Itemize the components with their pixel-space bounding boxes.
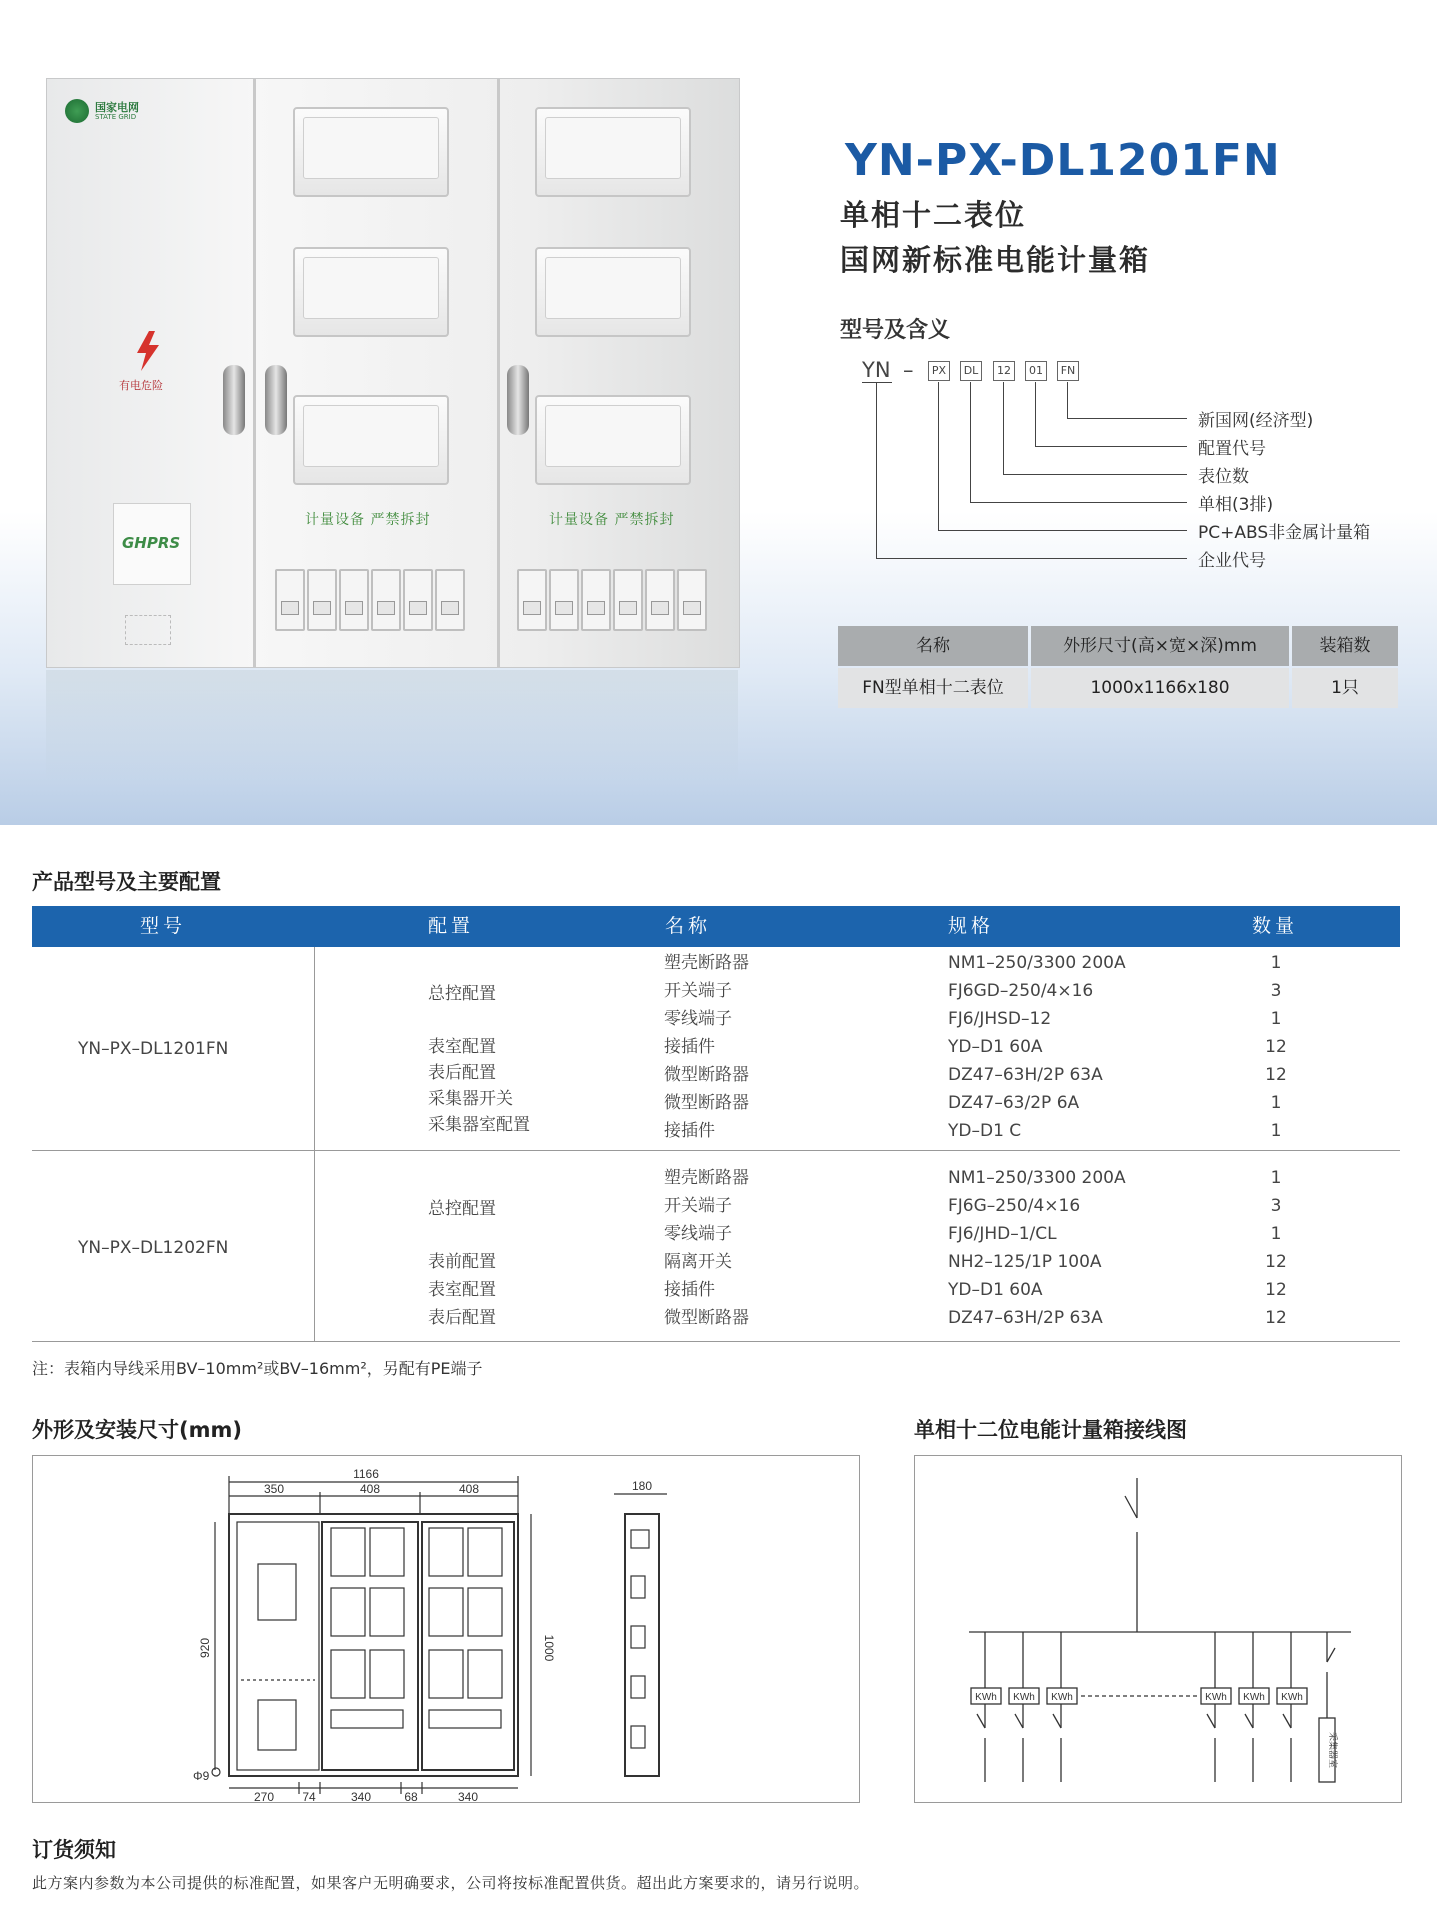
meter-window-5 — [535, 247, 691, 337]
spec-cell-pack: 1只 — [1292, 668, 1398, 708]
ordering-heading: 订货须知 — [32, 1838, 116, 1862]
qty-cell: 12 — [1265, 1037, 1287, 1057]
model-cell: YN–PX–DL1202FN — [78, 1238, 229, 1258]
th-qty: 数量 — [1252, 915, 1299, 937]
dim-w2: 408 — [359, 1482, 381, 1496]
wiring-heading: 单相十二位电能计量箱接线图 — [914, 1418, 1187, 1442]
dimension-drawing-frame — [32, 1455, 860, 1803]
name-cell: 零线端子 — [664, 1009, 732, 1029]
qty-cell: 12 — [1265, 1065, 1287, 1085]
spec-cell: NH2–125/1P 100A — [948, 1252, 1102, 1272]
seal-window — [125, 615, 171, 645]
meter-window-6 — [535, 395, 691, 485]
legend-enterprise: 企业代号 — [1198, 551, 1266, 571]
breaker-icon — [581, 569, 611, 631]
code-dash: – — [903, 358, 914, 382]
breaker-icon — [645, 569, 675, 631]
meter-label: KWh — [1243, 1692, 1265, 1703]
name-cell: 微型断路器 — [664, 1308, 749, 1328]
cabinet-photo — [46, 78, 740, 668]
dim-depth: 180 — [631, 1479, 653, 1493]
dim-height-total: 1000 — [542, 1634, 556, 1662]
legend-positions: 表位数 — [1198, 467, 1249, 487]
config-cell: 表后配置 — [428, 1063, 496, 1083]
panel-caption: 计量设备 严禁拆封 — [305, 512, 431, 528]
wiring-diagram — [915, 1456, 1401, 1802]
config-note: 注：表箱内导线采用BV–10mm²或BV–16mm²，另配有PE端子 — [32, 1359, 483, 1378]
spec-cell: FJ6/JHSD–12 — [948, 1009, 1052, 1029]
legend-fn: 新国网(经济型) — [1198, 411, 1314, 431]
name-cell: 隔离开关 — [664, 1252, 732, 1272]
ordering-text: 此方案内参数为本公司提供的标准配置，如果客户无明确要求，公司将按标准配置供货。超出此方案要求的，请另行说明。 — [32, 1874, 870, 1892]
dimension-drawing — [33, 1456, 859, 1802]
breaker-icon — [435, 569, 465, 631]
code-part-dl: DL — [960, 361, 982, 381]
config-cell: 总控配置 — [428, 1199, 496, 1219]
qty-cell: 3 — [1270, 981, 1282, 1001]
config-cell: 表室配置 — [428, 1037, 496, 1057]
breaker-icon — [613, 569, 643, 631]
config-cell: 表室配置 — [428, 1280, 496, 1300]
model-meaning-heading: 型号及含义 — [840, 318, 951, 343]
breaker-icon — [517, 569, 547, 631]
spec-cell: NM1–250/3300 200A — [948, 953, 1126, 973]
qty-cell: 3 — [1270, 1196, 1282, 1216]
config-cell: 采集器室配置 — [428, 1115, 530, 1135]
spec-cell: FJ6G–250/4×16 — [948, 1196, 1081, 1216]
spec-cell: FJ6GD–250/4×16 — [948, 981, 1094, 1001]
qty-cell: 12 — [1265, 1308, 1287, 1328]
dimension-heading: 外形及安装尺寸(mm) — [32, 1418, 242, 1442]
cabinet-right-door — [499, 79, 739, 667]
cabinet-reflection — [46, 670, 738, 780]
dim-b5: 340 — [457, 1790, 479, 1802]
code-part-12: 12 — [993, 361, 1015, 381]
meter-label: KWh — [1281, 1692, 1303, 1703]
spec-header-name: 名称 — [838, 626, 1028, 666]
breaker-icon — [677, 569, 707, 631]
name-cell: 微型断路器 — [664, 1065, 749, 1085]
name-cell: 微型断路器 — [664, 1093, 749, 1113]
spec-cell: YD–D1 60A — [948, 1280, 1043, 1300]
th-model: 型号 — [140, 915, 187, 937]
code-part-px: PX — [928, 361, 950, 381]
config-table-header-bar — [32, 906, 1400, 947]
door-lock-icon — [265, 365, 287, 435]
warning-label: 有电危险 — [119, 379, 163, 392]
hero-banner — [0, 0, 1437, 825]
breaker-icon — [339, 569, 369, 631]
dim-b3: 340 — [350, 1790, 372, 1802]
product-subtitle-1: 单相十二表位 — [840, 198, 1027, 232]
code-part-fn: FN — [1057, 361, 1079, 381]
dim-b4: 68 — [404, 1790, 418, 1802]
meter-window-2 — [293, 247, 449, 337]
spec-cell: NM1–250/3300 200A — [948, 1168, 1126, 1188]
breaker-icon — [275, 569, 305, 631]
name-cell: 零线端子 — [664, 1224, 732, 1244]
name-cell: 塑壳断路器 — [664, 1168, 749, 1188]
spec-cell: FJ6/JHD–1/CL — [948, 1224, 1057, 1244]
brand-badge-text: GHPRS — [122, 534, 181, 552]
dim-b2: 74 — [302, 1790, 316, 1802]
meter-window-3 — [293, 395, 449, 485]
name-cell: 开关端子 — [664, 1196, 732, 1216]
name-cell: 塑壳断路器 — [664, 953, 749, 973]
th-name: 名称 — [665, 915, 712, 937]
spec-header-size: 外形尺寸(高×宽×深)mm — [1031, 626, 1289, 666]
code-part-01: 01 — [1025, 361, 1047, 381]
th-spec: 规格 — [948, 915, 995, 937]
dim-b1: 270 — [253, 1790, 275, 1802]
door-lock-icon — [223, 365, 245, 435]
name-cell: 接插件 — [664, 1121, 715, 1141]
dim-hole: Φ9 — [193, 1769, 210, 1783]
lightning-icon — [135, 331, 161, 371]
spec-cell-name: FN型单相十二表位 — [838, 668, 1028, 708]
qty-cell: 12 — [1265, 1252, 1287, 1272]
qty-cell: 1 — [1270, 1009, 1282, 1029]
breaker-icon — [371, 569, 401, 631]
meter-label: KWh — [975, 1692, 997, 1703]
dim-height-inner: 920 — [198, 1637, 212, 1659]
product-model-title: YN-PX-DL1201FN — [845, 135, 1281, 186]
brand-badge — [113, 503, 191, 585]
qty-cell: 1 — [1270, 1093, 1282, 1113]
spec-cell: DZ47–63H/2P 63A — [948, 1065, 1103, 1085]
meter-window-4 — [535, 107, 691, 197]
spec-header-pack: 装箱数 — [1292, 626, 1398, 666]
name-cell: 接插件 — [664, 1037, 715, 1057]
legend-config: 配置代号 — [1198, 439, 1266, 459]
dim-total-width: 1166 — [353, 1467, 379, 1481]
collector-label: 采集器室 — [1328, 1731, 1338, 1769]
name-cell: 开关端子 — [664, 981, 732, 1001]
spec-cell: YD–D1 C — [948, 1121, 1022, 1141]
meter-label: KWh — [1205, 1692, 1227, 1703]
dim-w3: 408 — [458, 1482, 480, 1496]
code-prefix: YN — [862, 358, 891, 382]
breaker-icon — [549, 569, 579, 631]
wiring-diagram-frame — [914, 1455, 1402, 1803]
meter-label: KWh — [1051, 1692, 1073, 1703]
legend-material: PC+ABS非金属计量箱 — [1198, 523, 1371, 543]
config-cell: 表后配置 — [428, 1308, 496, 1328]
breaker-icon — [307, 569, 337, 631]
qty-cell: 1 — [1270, 1224, 1282, 1244]
cabinet-middle-door — [255, 79, 500, 667]
spec-cell: DZ47–63H/2P 63A — [948, 1308, 1103, 1328]
qty-cell: 1 — [1270, 1121, 1282, 1141]
door-lock-icon — [507, 365, 529, 435]
panel-caption-right: 计量设备 严禁拆封 — [549, 512, 675, 528]
qty-cell: 1 — [1270, 1168, 1282, 1188]
config-cell: 表前配置 — [428, 1252, 496, 1272]
spec-cell-size: 1000x1166x180 — [1031, 668, 1289, 708]
logo-text: 国家电网 — [95, 101, 139, 114]
config-cell: 采集器开关 — [428, 1089, 513, 1109]
product-subtitle-2: 国网新标准电能计量箱 — [840, 243, 1151, 277]
config-section-heading: 产品型号及主要配置 — [32, 870, 221, 894]
meter-label: KWh — [1013, 1692, 1035, 1703]
state-grid-logo-icon — [65, 99, 89, 123]
dim-w1: 350 — [263, 1482, 285, 1496]
spec-cell: DZ47–63/2P 6A — [948, 1093, 1080, 1113]
th-config: 配置 — [428, 915, 475, 937]
spec-cell: YD–D1 60A — [948, 1037, 1043, 1057]
config-cell: 总控配置 — [428, 984, 496, 1004]
model-cell: YN–PX–DL1201FN — [78, 1039, 229, 1059]
qty-cell: 1 — [1270, 953, 1282, 973]
name-cell: 接插件 — [664, 1280, 715, 1300]
qty-cell: 12 — [1265, 1280, 1287, 1300]
breaker-icon — [403, 569, 433, 631]
logo-sub: STATE GRID — [95, 113, 137, 121]
legend-single-phase: 单相(3排) — [1198, 495, 1274, 515]
meter-window-1 — [293, 107, 449, 197]
